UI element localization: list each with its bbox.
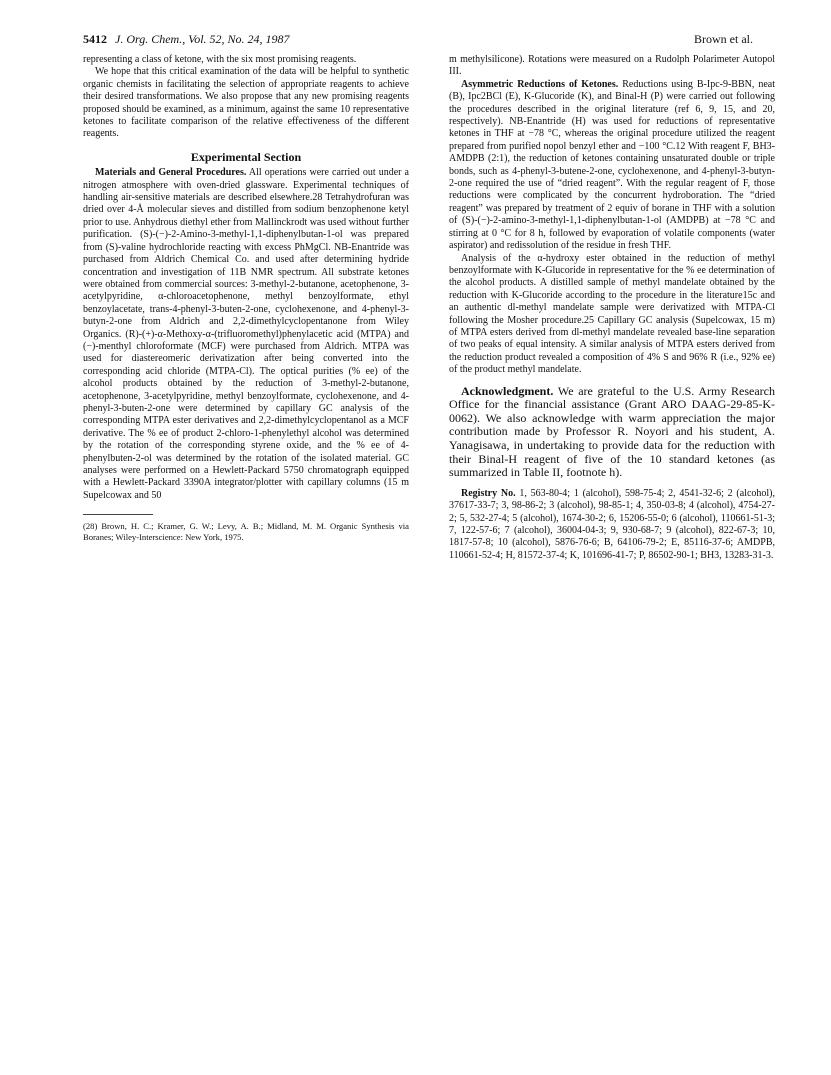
acknowledgment-heading: Acknowledgment. [461, 383, 554, 398]
registry-heading: Registry No. [461, 487, 516, 499]
page-number: 5412 [83, 32, 107, 46]
paragraph-asymmetric [449, 79, 775, 253]
paragraph-rotations: m methylsilicone). Rotations were measured on a Rudolph Polarimeter Autopol III. [449, 54, 775, 78]
section-title: Experimental Section [190, 149, 302, 164]
paragraph-registry [449, 488, 775, 562]
materials-heading: Materials and General Procedures. [95, 167, 247, 179]
paragraph-materials [83, 167, 409, 502]
acknowledgment-text: We are grateful to the U.S. Army Research Office for the financial assistance (Grant ARO DAAG-29-85-K-0062). We also acknowledge with warm appreciation the major contribution made by Professor R. Noyori and his student, A. Yanagisawa, in undertaking to provide data for the reduction with their Binal-H reagent of five of the 10 standard ketones (as summarized in Table II, footnote h). [449, 383, 775, 480]
right-column [449, 54, 775, 562]
footnote-rule [83, 514, 153, 515]
journal-citation: J. Org. Chem., Vol. 52, No. 24, 1987 [115, 32, 290, 46]
header-authors: Brown et al. [694, 32, 753, 46]
paragraph-continued: representing a class of ketone, with the six most promising reagents. [83, 54, 357, 65]
paragraph-analysis: Analysis of the α-hydroxy ester obtained in the reduction of methyl benzoylformate with K-Glucoride in representative for the % ee determination of the alcohol products. A distilled sample of methyl mandelate obtained by the reduction with K-Glucoride according to the procedure in the literature15c and an authentic dl-methyl mandelate sample were derivatized with MTPA-Cl following the Mosher procedure.25 Capillary GC analysis (Supelcowax, 15 m) of MTPA esters derived from dl-methyl mandelate revealed base-line separation of two peaks of equal intensity. A similar analysis of MTPA esters derived from the reduction product revealed a composition of 4% S and 96% R (i.e., 92% ee) of the product methyl mandelate. [449, 252, 775, 376]
asymmetric-text: Reductions using B-Ipc-9-BBN, neat (B), Ipc2BCl (E), K-Glucoride (K), and Binal-H (P) were carried out following the procedures described in the original literature (ref 6, 9, 15, and 20, respectively). NB-Enantride (H) was used for reductions of representative ketones in THF at −78 °C, whereas the original procedure utilized the reagent prepared from purified nopol benzyl ether and −100 °C.12 With reagent F, BH3-AMDPB (2:1), the reduction of ketones containing unsaturated double or triple bonds, such as 4-phenyl-3-butene-2-one, cyclohexenone, and 4-phenyl-3-butyn-2-one required the use of “dried reagent”. With the regular reagent of F, those reductions were complicated by the concurrent hydroboration. The “dried reagent” was prepared by treatment of 2 equiv of borane in THF with a solution of (S)-(−)-2-amino-3-methyl-1,1-diphenylbutan-1-ol (AMDPB) at −78 °C and stirring at 0 °C for 8 h, followed by evaporation of volatile components (water aspirator) and redissolution of the residue in fresh THF. [449, 78, 776, 252]
paragraph-acknowledgment [449, 385, 775, 480]
registry-text: 1, 563-80-4; 1 (alcohol), 598-75-4; 2, 4541-32-6; 2 (alcohol), 37617-33-7; 3, 98-86-2; 3 (alcohol), 98-85-1; 4, 350-03-8; 4 (alcohol), 4754-27-2; 5, 532-27-4; 5 (alcohol), 1674-30-2; 6, 15206-55-0; 6 (alcohol), 110661-51-3; 7, 122-57-6; 7 (alcohol), 36004-04-3; 9, 930-68-7; 9 (alcohol), 822-67-3; 10, 1817-57-8; 10 (alcohol), 5876-76-6; B, 64106-79-2; E, 85116-37-6; AMDPB, 110661-52-4; H, 81572-37-4; K, 101696-41-7; P, 86502-90-1; BH3, 13283-31-3. [449, 487, 775, 561]
paragraph-proposal: We hope that this critical examination of the data will be helpful to synthetic organic chemists in facilitating the selection of appropriate reagents to achieve their desired transformations. We also propose that any new promising reagents proposed should be examined, as a minimum, against the same 10 representative ketones to facilitate comparison of the relative effectiveness of the different reagents. [83, 66, 409, 140]
footnote-28: (28) Brown, H. C.; Kramer, G. W.; Levy, A. B.; Midland, M. M. Organic Synthesis via Boranes; Wiley-Interscience: New York, 1975. [83, 521, 409, 542]
left-column [83, 54, 409, 542]
materials-text: All operations were carried out under a nitrogen atmosphere with oven-dried glassware. Experimental techniques of handling air-sensitive materials are described elsewhere.28 Tetrahydrofuran was dried over 4-Å molecular sieves and distilled from sodium benzophenone ketyl prior to use. Anhydrous diethyl ether from Mallinckrodt was used without further purification. (S)-(−)-2-Amino-3-methyl-1,1-diphenylbutan-1-ol was prepared from (S)-valine hydrochloride reacting with excess PhMgCl. NB-Enantride was purchased from Aldrich Chemical Co. and used after determining hydride concentration and investigation of 11B NMR spectrum. All substrate ketones were obtained from commercial sources: 3-methyl-2-butanone, acetophenone, 3-acetylpyridine, α-chloroacetophenone, methyl benzoylformate, ethyl benzoylacetate, trans-4-phenyl-3-buten-2-one, cyclohexenone, and 4-phenyl-3-butyn-2-one from Aldrich and 2,2-dimethylcyclopentanone from Wiley Organics. (R)-(+)-α-Methoxy-α-(trifluoromethyl)phenylacetic acid (MTPA) and (−)-menthyl chloroformate (MCF) were purchased from Aldrich. MTPA was used for diastereomeric derivatization after being converted into the corresponding acid chloride (MTPA-Cl). The optical purities (% ee) of the alcohol products obtained by the reduction of 3-methyl-2-butanone, acetophenone, 3-acetylpyridine, methyl benzoylformate, cyclohexenone, and 4-phenyl-3-buten-2-one were determined by capillary GC analysis of the corresponding MTPA ester derivatives and 2,2-dimethylcyclopentanol as a MCF derivative. The % ee of product 2-chloro-1-phenylethyl alcohol was determined by the rotation of the corresponding styrene oxide, and the % ee of 4-phenylbuten-2-ol was determined by the rotation of the isolated material. GC analyses were performed on a Hewlett-Packard 5750 chromatograph equipped with a Hewlett-Packard 3390A integrator/plotter with capillary columns (15 m Supelcowax and 50 [83, 167, 409, 501]
asymmetric-heading: Asymmetric Reductions of Ketones. [461, 78, 619, 90]
